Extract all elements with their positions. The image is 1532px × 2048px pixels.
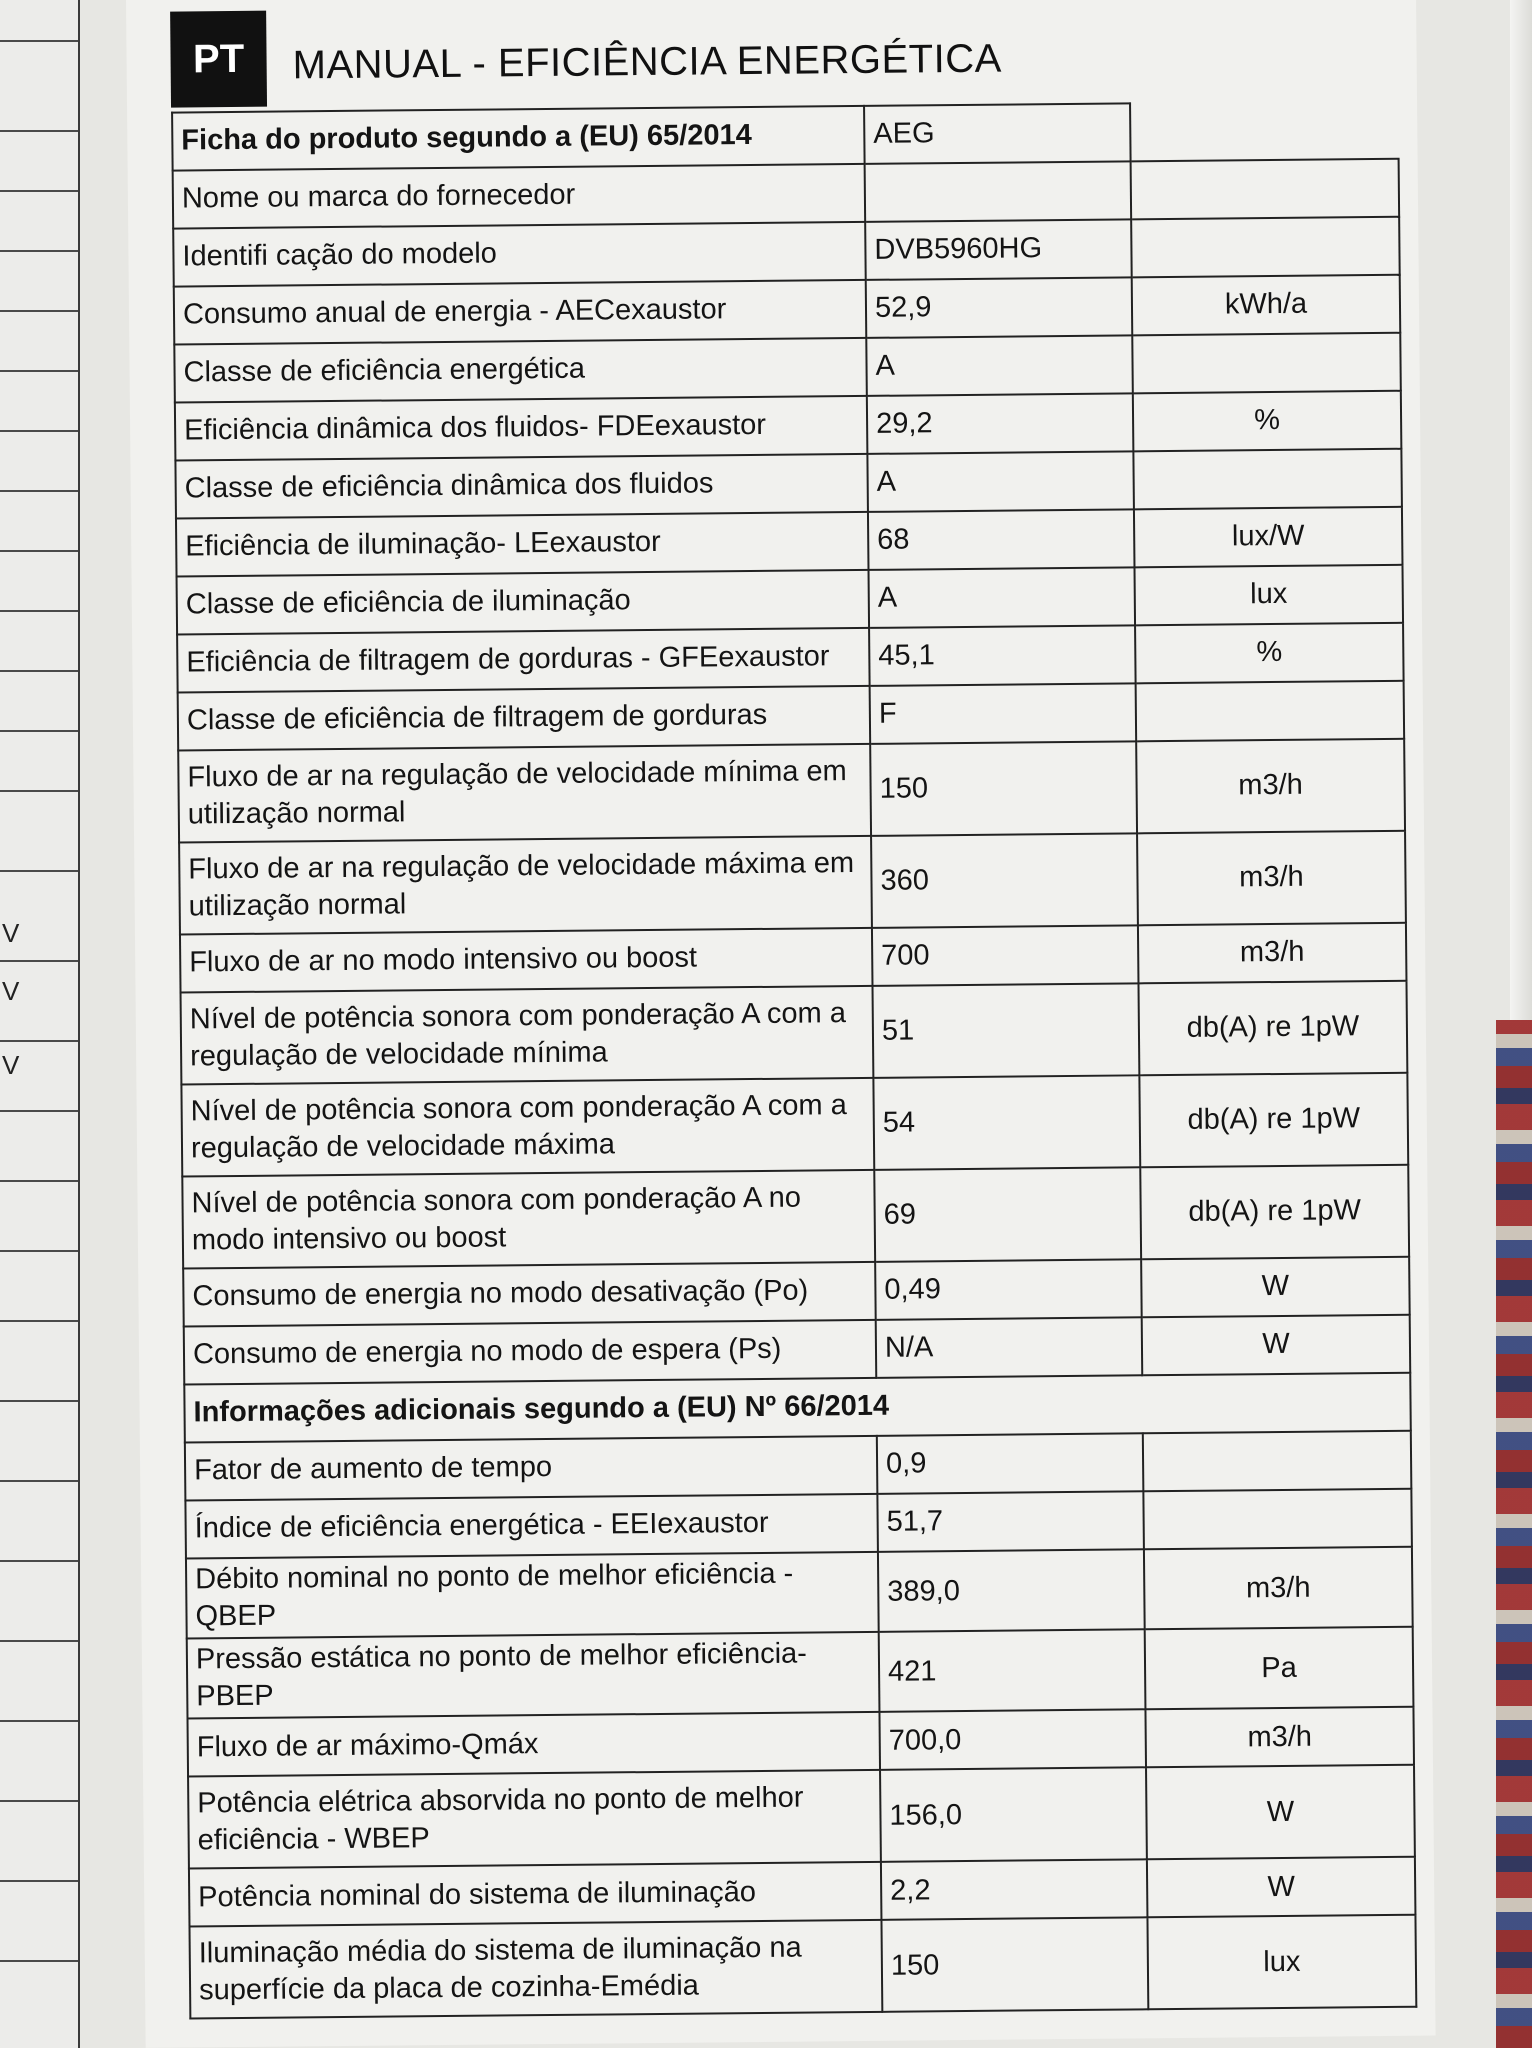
table-row: [179, 831, 1406, 935]
row-unit: [1132, 333, 1401, 394]
table-row: [189, 1915, 1416, 2019]
row-label: Nível de potência sonora com ponderação A com a regulação de velocidade mínima: [181, 986, 874, 1085]
table-row: [182, 1165, 1409, 1269]
row-value: 0,9: [877, 1433, 1144, 1494]
table-row: [188, 1765, 1415, 1869]
language-badge: PT: [170, 11, 267, 108]
row-label: Nível de potência sonora com ponderação A no modo intensivo ou boost: [182, 1170, 875, 1269]
row-label: Classe de eficiência dinâmica dos fluidos: [175, 454, 868, 519]
row-unit: %: [1135, 623, 1404, 684]
row-unit: W: [1141, 1257, 1410, 1318]
product-sheet-table: [171, 100, 1417, 2020]
row-value: DVB5960HG: [865, 219, 1132, 280]
section-heading: Informações adicionais segundo a (EU) Nº 66/2014: [184, 1373, 1411, 1443]
row-unit: db(A) re 1pW: [1140, 1165, 1409, 1260]
background-edge: [1510, 0, 1532, 1020]
row-value: 389,0: [878, 1549, 1145, 1632]
row-value: 51: [872, 983, 1139, 1078]
row-value: 421: [879, 1630, 1146, 1713]
row-unit: db(A) re 1pW: [1139, 1073, 1408, 1168]
row-unit: m3/h: [1144, 1547, 1413, 1630]
row-unit: [1136, 681, 1405, 742]
row-label: Classe de eficiência de filtragem de gorduras: [178, 686, 871, 751]
row-label: Fluxo de ar máximo-Qmáx: [188, 1712, 881, 1777]
row-value: 2,2: [881, 1860, 1148, 1921]
row-label: Identifi cação do modelo: [173, 222, 866, 287]
row-value: 700: [872, 925, 1139, 986]
row-value: A: [867, 451, 1134, 512]
row-value: 156,0: [880, 1768, 1147, 1863]
row-label: Eficiência de filtragem de gorduras - GFEexaustor: [177, 628, 870, 693]
table-row: [186, 1547, 1413, 1639]
row-value: 54: [873, 1075, 1140, 1170]
row-label: Potência nominal do sistema de iluminação: [189, 1862, 882, 1927]
row-value: [865, 161, 1132, 222]
page-title: MANUAL - EFICIÊNCIA ENERGÉTICA: [292, 36, 1003, 88]
left-fragment: V: [2, 918, 20, 948]
row-label: Classe de eficiência de iluminação: [177, 570, 870, 635]
row-unit: m3/h: [1136, 739, 1405, 834]
row-value: 360: [871, 833, 1138, 928]
section-heading: Ficha do produto segundo a (EU) 65/2014: [172, 106, 865, 171]
row-value: 150: [881, 1918, 1148, 2013]
row-value: A: [869, 567, 1136, 628]
table-row: [178, 739, 1405, 843]
row-unit: [1143, 1489, 1412, 1550]
row-unit: m3/h: [1138, 923, 1407, 984]
table-row: [181, 1073, 1408, 1177]
row-unit: lux/W: [1134, 507, 1403, 568]
left-fragment: V: [2, 1050, 20, 1080]
row-unit: [1133, 449, 1402, 510]
row-unit: [1131, 159, 1400, 220]
row-value: 68: [868, 509, 1135, 570]
row-value: N/A: [876, 1317, 1143, 1378]
row-unit: Pa: [1145, 1627, 1414, 1710]
row-label: Débito nominal no ponto de melhor eficiência - QBEP: [186, 1552, 879, 1639]
row-unit: lux: [1134, 565, 1403, 626]
row-unit: W: [1142, 1315, 1411, 1376]
row-unit: [1143, 1431, 1412, 1492]
row-label: Consumo de energia no modo de espera (Ps): [184, 1320, 877, 1385]
row-label: Fluxo de ar na regulação de velocidade máxima em utilização normal: [179, 836, 872, 935]
row-label: Potência elétrica absorvida no ponto de melhor eficiência - WBEP: [188, 1770, 881, 1869]
left-fragment: V: [2, 976, 20, 1006]
row-unit: m3/h: [1137, 831, 1406, 926]
manual-sheet: [126, 0, 1436, 2048]
row-label: Pressão estática no ponto de melhor eficiência- PBEP: [187, 1632, 880, 1719]
row-label: Nível de potência sonora com ponderação A com a regulação de velocidade máxima: [181, 1078, 874, 1177]
row-unit: lux: [1147, 1915, 1416, 2010]
rug-edge: [1496, 1020, 1532, 2048]
row-label: Consumo de energia no modo desativação (Po): [183, 1262, 876, 1327]
left-page-edge: [0, 0, 80, 2048]
brand-value: AEG: [864, 103, 1131, 164]
row-label: Classe de eficiência energética: [174, 338, 867, 403]
table-row: [181, 981, 1408, 1085]
row-value: 150: [870, 741, 1137, 836]
row-label: Fluxo de ar na regulação de velocidade mínima em utilização normal: [178, 744, 871, 843]
row-value: 45,1: [869, 625, 1136, 686]
row-unit: m3/h: [1145, 1707, 1414, 1768]
row-label: Índice de eficiência energética - EEIexaustor: [185, 1494, 878, 1559]
row-value: 29,2: [867, 393, 1134, 454]
row-value: 69: [874, 1167, 1141, 1262]
row-label: Consumo anual de energia - AECexaustor: [174, 280, 867, 345]
row-label: Nome ou marca do fornecedor: [173, 164, 866, 229]
row-unit: %: [1133, 391, 1402, 452]
row-label: Eficiência dinâmica dos fluidos- FDEexaustor: [175, 396, 868, 461]
row-value: F: [870, 683, 1137, 744]
table-row: [187, 1627, 1414, 1719]
row-unit: W: [1147, 1857, 1416, 1918]
row-label: Fluxo de ar no modo intensivo ou boost: [180, 928, 873, 993]
row-unit: kWh/a: [1132, 275, 1401, 336]
row-value: 51,7: [877, 1491, 1144, 1552]
row-unit: db(A) re 1pW: [1138, 981, 1407, 1076]
row-value: 700,0: [879, 1710, 1146, 1771]
title-bar: [170, 0, 1002, 108]
row-value: 52,9: [866, 277, 1133, 338]
row-unit: [1131, 217, 1400, 278]
row-value: 0,49: [875, 1259, 1142, 1320]
row-label: Eficiência de iluminação- LEexaustor: [176, 512, 869, 577]
row-label: Fator de aumento de tempo: [185, 1436, 878, 1501]
row-value: A: [866, 335, 1133, 396]
row-unit: W: [1146, 1765, 1415, 1860]
row-label: Iluminação média do sistema de iluminação na superfície da placa de cozinha-Emédia: [189, 1920, 882, 2019]
